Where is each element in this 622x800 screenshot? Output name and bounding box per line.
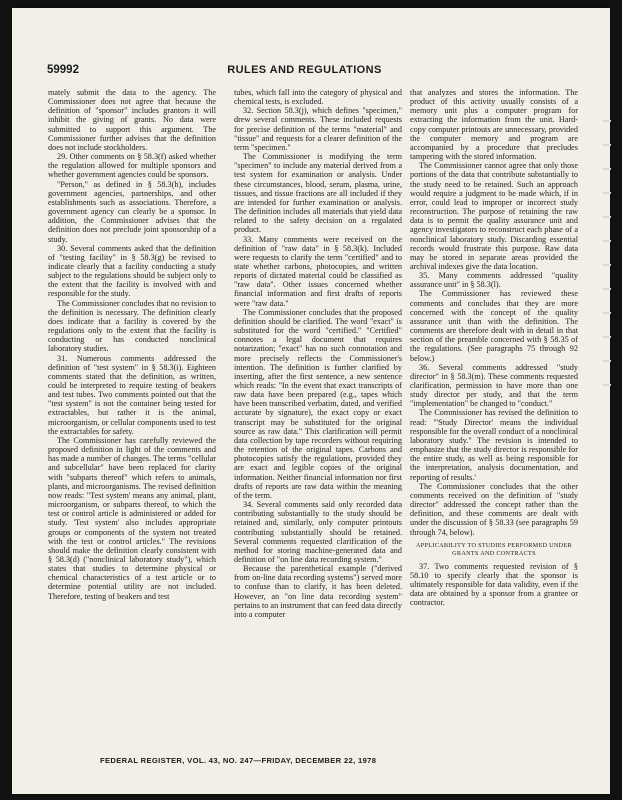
paragraph: The Commissioner concludes that the proposed definition should be clarified. The word "exact" is substituted for the word "certified." "Certified" connotes a legal document that requires notarization; "exact" has no such connotation and more precisely reflects the Commissioner's intention. The definition is further clarified by inserting, after the first sentence, a new sentence which reads: "In the event that exact transcripts of raw data have been prepared (e.g., tapes which have been transcribed verbatim, dated, and verified accurate by signature), the exact copy or exact transcript may be substituted for the original source as raw data." This clarification will permit data collection by tape recorders without requiring the retention of the original tapes. Carbons and photocopies satisfy the regulations, provided they are exact and legible copies of the original information. Neither financial information nor first drafts of reports are raw data within the meaning of the term. — [234, 307, 402, 500]
paragraph: that analyzes and stores the information. The product of this activity usually consists of a memory unit plus a computer program for extracting the information from the unit. Hard-copy computer printouts are unnecessary, provided the computer memory and program are accompanied by a procedure that precludes tampering with the stored information. — [410, 88, 578, 162]
page-edge-marks — [603, 120, 611, 408]
paragraph: The Commissioner has reviewed these comments and concludes that they are more concerned with the concept of the quality assurance unit than with the definition. The comments are therefore dealt with in detail in that section of the preamble concerned with § 58.35 of the regulations. (See paragraphs 75 through 92 below.) — [410, 289, 578, 363]
paragraph: 31. Numerous comments addressed the definition of "test system" in § 58.3(i). Eighteen comments stated that the definition, as written, could be interpreted to require testing of beakers and test tubes. Two comments pointed out that the "test system" is not the container being tested for extractables, but rather it is the animal, microorganism, or cellular components used to test the extractables for safety. — [48, 353, 216, 436]
paragraph: The Commissioner has revised the definition to read: "'Study Director' means the individual responsible for the overall conduct of a nonclinical laboratory study." The revision is intended to emphasize that the study director is responsible for the entire study, as well as being responsible for the interpretation, analysis documentation, and reporting of results.' — [410, 408, 578, 482]
paragraph: 32. Section 58.3(j), which defines "specimen," drew several comments. These included requests for precise definition of the terms "material" and "tissue" and requests for a clearer definition of the term "specimen." — [234, 106, 402, 152]
paragraph: 30. Several comments asked that the definition of "testing facility" in § 58.3(g) be revised to indicate clearly that a facility conducting a study subject to the regulations should be subject only to the extent that the facility is involved with and responsible for the study. — [48, 243, 216, 299]
paragraph: 34. Several comments said only recorded data contributing substantially to the study should be retained and, similarly, only computer printouts contributing substantially should be retained. Several comments requested clarification of the method for storing machine-generated data and definition of "on line data recording system." — [234, 500, 402, 564]
paragraph: mately submit the data to the agency. The Commissioner does not agree that because the definition of "sponsor" includes grantors it will inhibit the giving of grants. No data were submitted to support this argument. The Commissioner further advises that the definition does not include stockholders. — [48, 88, 216, 152]
paragraph: The Commissioner concludes that no revision to the definition is necessary. The definition clearly does indicate that a facility is covered by the regulations only to the extent that the facility is conducting or has conducted nonclinical laboratory studies. — [48, 298, 216, 354]
paragraph: Because the parenthetical example ("derived from on-line data recording systems") served more to confuse than to clarify, it has been deleted. However, an "on line data recording system" pertains to an instrument that can feed data directly into a computer — [234, 564, 402, 619]
paragraph: 35. Many comments addressed "quality assurance unit" in § 58.3(l). — [410, 271, 578, 290]
page-footer: FEDERAL REGISTER, VOL. 43, NO. 247—FRIDAY, DECEMBER 22, 1978 — [100, 756, 377, 765]
page-header — [47, 64, 562, 80]
paragraph: 37. Two comments requested revision of § 58.10 to specify clearly that the sponsor is ultimately responsible for data validity, even if the data are obtained by a sponsor from a grantee or contractor. — [410, 561, 578, 608]
paragraph: 29. Other comments on § 58.3(f) asked whether the regulation allowed for multiple sponsors and whether government agencies could be sponsors. — [48, 152, 216, 180]
paragraph: The Commissioner has carefully reviewed the proposed definition in light of the comments and has made a number of changes. The terms "cellular and subcellular" have been replaced for clarity with "subparts thereof" which refers to animals, plants, and microorganisms. The revised definition now reads: "Test system' means any animal, plant, microorganism, or subparts thereof, to which the test or control article is administered or added for study. 'Test system' also includes appropriate groups or components of the system not treated with the test or control articles." The revisions should make the definition clearly consistent with § 58.3(d) ("nonclinical laboratory study"), which states that studies to determine physical or chemical characteristics of a test article or to determine potential utility are not included. Therefore, testing of beakers and test — [48, 435, 216, 601]
document-page — [12, 8, 610, 794]
paragraph: The Commissioner cannot agree that only those portions of the data that contribute substantially to the study need to be retained. Such an approach would require a judgment to be made which, if in error, could lead to improper or incorrect study reconstruction. The purpose of retaining the raw data is to permit the quality assurance unit and agency investigators to reconstruct each phase of a nonclinical laboratory study. Discarding essential records would frustrate this purpose. Raw data may be stored in separate areas provided the archival indexes give the data location. — [410, 161, 578, 271]
section-subheading: APPLICABILITY TO STUDIES PERFORMED UNDER GRANTS AND CONTRACTS — [416, 541, 572, 557]
paragraph: The Commissioner concludes that the other comments received on the definition of "study director" addressed the concept rather than the definition, and these comments are dealt with under the discussion of § 58.33 (see paragraphs 59 through 74, below). — [410, 481, 578, 537]
text-column-3 — [410, 88, 578, 768]
paragraph: 33. Many comments were received on the definition of "raw data" in § 58.3(k). Included were requests to clarify the term "certified" and to state whether carbons, photocopies, and written reports of dictated material could be classified as "raw data". Other issues concerned whether financial information and first drafts of reports were "raw data." — [234, 234, 402, 308]
paragraph: 36. Several comments addressed "study director" in § 58.3(m). These comments requested clarification, permission to have more than one study director per study, and that the term "implementation" be changed to "conduct." — [410, 362, 578, 409]
section-title: RULES AND REGULATIONS — [227, 64, 382, 76]
paragraph: "Person," as defined in § 58.3(h), includes government agencies, partnerships, and other establishments such as associations. Therefore, a government agency can clearly be a sponsor. In addition, the Commissioner advises that the definition does not preclude joint sponsorship of a study. — [48, 179, 216, 244]
page-number: 59992 — [47, 64, 79, 76]
paragraph: tubes, which fall into the category of physical and chemical tests, is excluded. — [234, 88, 402, 107]
text-column-2 — [234, 88, 402, 768]
text-column-1 — [48, 88, 216, 768]
paragraph: The Commissioner is modifying the term "specimen" to include any material derived from a test system for examination or analysis. Under these circumstances, blood, serum, plasma, urine, tissues, and tissue fractions are all included if they are intended for further examination or analysis. The definition includes all materials that yield data related to the safety decision on a regulated product. — [234, 152, 402, 235]
